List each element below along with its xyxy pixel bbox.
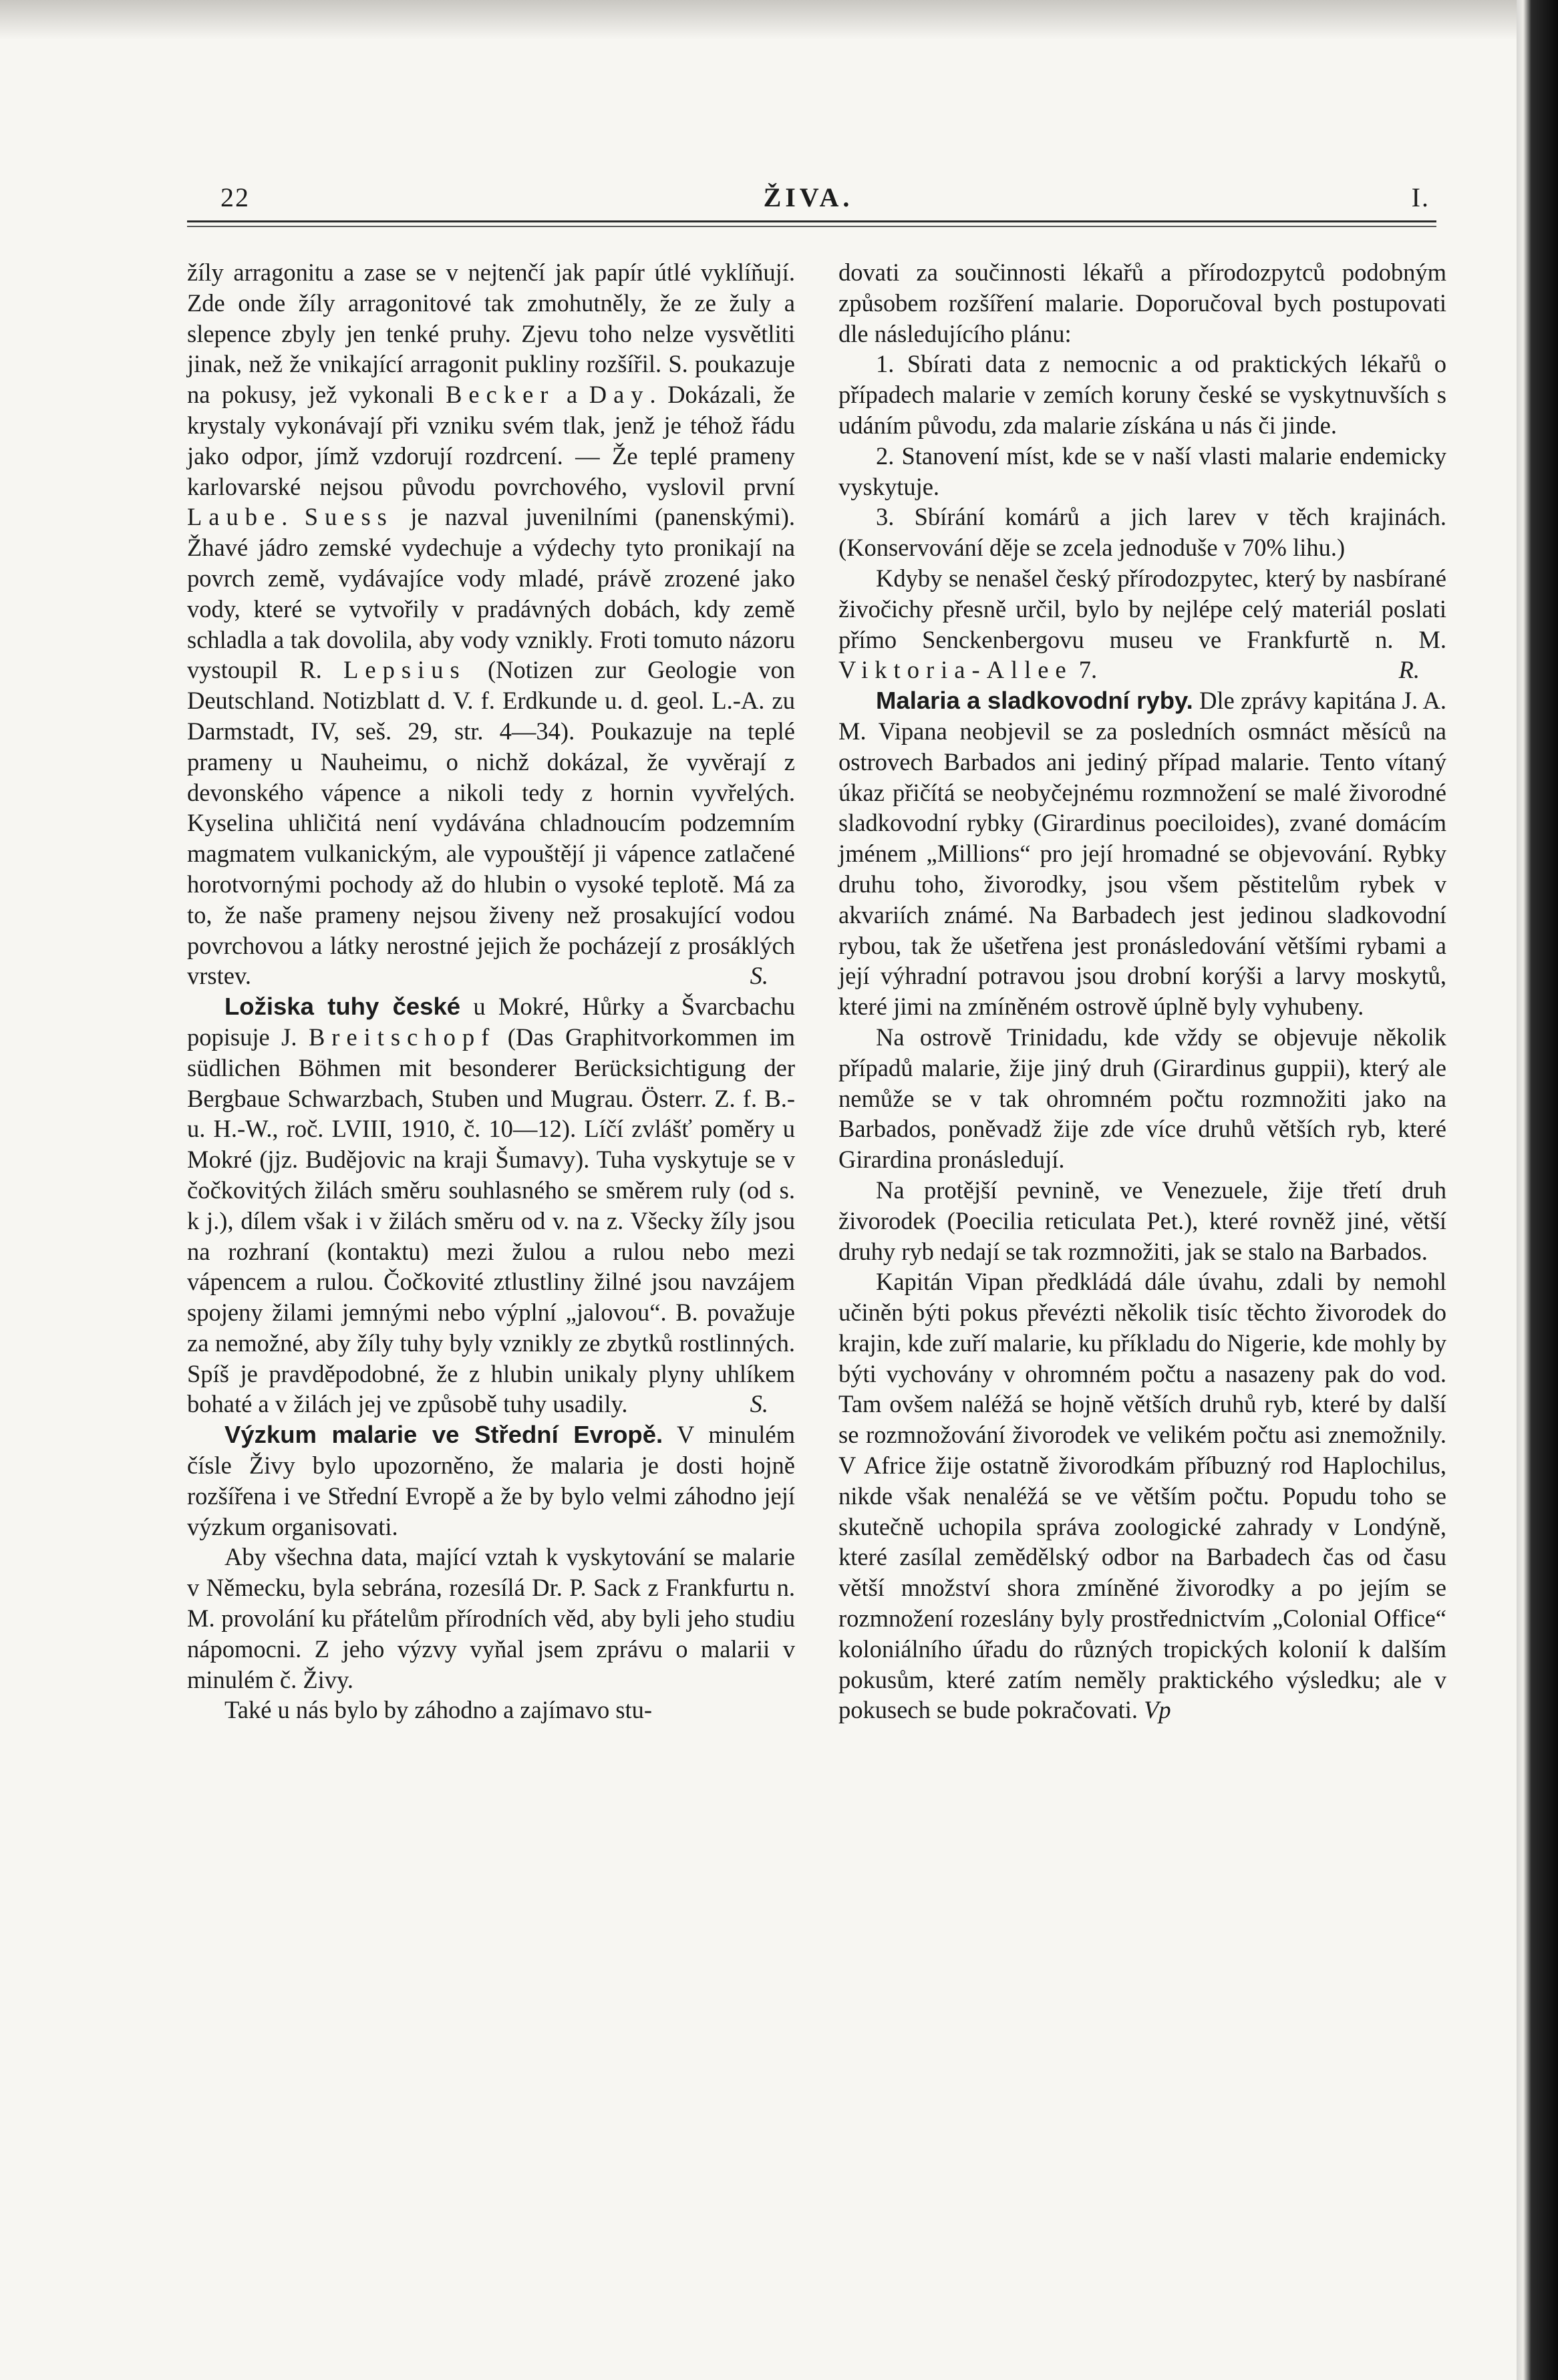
list-item: 1. Sbírati data z nemocnic a od praktických lékařů o případech malarie v zemích koruny české se vyskytnuvších s udáním původu, zda malarie získána u nás či jinde.	[838, 350, 1446, 439]
author-name: Suess	[304, 503, 394, 531]
text-run: a	[555, 381, 589, 409]
page-top-shadow	[0, 0, 1517, 40]
text-run: Kapitán Vipan předkládá dále úvahu, zdali by nemohl učiněn býti pokus převézti několik tisíc těchto živorodek do krajin, kde zuří malarie, ku příkladu do Nigerie, kde mohly by býti vychovány v ohromném počtu a nasazeny pak do vod. Tam ovšem naléžá se hojně větších druhů ryb, které by další se rozmnožování živorodek ve velikém počtu asi znemožnily. V Africe žije ostatně živorodkám příbuzný rod Haplochilus, nikde však nenaléžá se ve větším počtu. Popudu toho se skutečně uchopila správa zoologické zahrady v Londýně, které zasílal zemědělský odbor na Barbadech čas od času větší množství shora zmíněné živorodky a po jejím se rozmnožení rozeslány byly prostřednictvím „Colonial Office“ koloniálního úřadu do různých tropických kolonií k dalším pokusům, které zatím neměly praktického výsledku; ale v pokusech se bude pokračovati.	[838, 1268, 1446, 1724]
author-signature: R.	[1398, 656, 1420, 684]
right-column	[838, 257, 1446, 2261]
text-run: (Notizen zur Geologie von Deutschland. Notizblatt d. V. f. Erdkunde u. d. geol. L.-A. zu Darmstadt, IV, seš. 29, str. 4—34). Poukazuje na teplé prameny u Nauheimu, o nichž dokázal, že vyvěrají z devonského vápence a nikoli tedy z hornin vyvřelých. Kyselina uhličitá není vydávána chladnoucím podzemním magmatem vulkanickým, ale vypouštějí ji vápence zatlačené horotvornými pochody až do hlubin o vysoké teplotě. Má za to, že naše prameny nejsou živeny než prosakující vodou povrchovou a látky nerostné jejich že pocházejí z prosáklých vrstev.	[187, 656, 795, 990]
author-name: Day	[589, 381, 650, 409]
text-run: (Das Graphitvorkommen im südlichen Böhmen mit besonderer Berücksichtigung der Bergbaue Schwarzbach, Stuben und Mugrau. Österr. Z. f. B.- u. H.-W., roč. LVIII, 1910, č. 10—12). Líčí zvlášť poměry u Mokré (jjz. Budějovic na kraji Šumavy). Tuha vyskytuje se v čočkovitých žilách směru souhlasného se směrem ruly (od s. k j.), dílem však i v žilách směru od v. na z. Všecky žíly jsou na rozhraní (kontaktu) mezi žulou a rulou nebo mezi vápencem a rulou. Čočkovité ztlustliny žilné jsou navzájem spojeny žilami jemnými nebo výplní „jalovou“. B. považuje za nemožné, aby žíly tuhy byly vznikly ze zbytků rostlinných. Spíš je pravděpodobné, že z hlubin unikaly plyny uhlíkem bohaté a v žilách jej ve způsobě tuhy usadily.	[187, 1023, 795, 1418]
author-signature: S.	[750, 962, 768, 990]
text-run: je nazval juvenilními (panenskými). Žhavé jádro zemské vydechuje a výdechy tyto pronikají na povrch země, vydávajíce vody mladé, právě zrozené jako vody, které se vytvořily v pradávných dobách, kdy země schladla a tak dovolila, aby vody vznikly. Froti tomuto názoru vystoupil R.	[187, 503, 795, 684]
paragraph: Také u nás bylo by záhodno a zajímavo stu-	[224, 1696, 653, 1724]
article-hot-springs	[187, 257, 795, 991]
street-name: Viktoria-Allee	[838, 656, 1073, 684]
paragraph: dovati za součinnosti lékařů a přírodozpytců podobným způsobem rozšíření malarie. Doporučoval bych postupovati dle následujícího plánu:	[838, 259, 1446, 347]
left-column	[187, 257, 795, 2261]
article-malaria-fish	[838, 685, 1446, 1022]
paragraph: Na ostrově Trinidadu, kde vždy se objevuje několik případů malarie, žije jiný druh (Girardinus guppii), který ale nemůže se v tak ohromném počtu rozmnožiti jako na Barbados, poněvadž žije zde více druhů větších ryb, které Girardina pronásledují.	[838, 1023, 1446, 1174]
paragraph	[838, 1266, 1446, 1725]
journal-title: ŽIVA.	[763, 182, 854, 212]
text-run: 7.	[1072, 656, 1098, 684]
paragraph	[838, 563, 1446, 685]
section-heading: Ložiska tuhy české	[224, 993, 461, 1021]
header-rule	[187, 220, 1436, 227]
author-name: Becker	[446, 381, 555, 409]
text-run: Vp	[1144, 1696, 1171, 1724]
text-run: .	[281, 503, 305, 531]
author-name: Lepsius	[343, 656, 466, 684]
article-graphite-deposits	[187, 991, 795, 1419]
text-run: V minulém čísle Živy bylo upozorněno, že malaria je dosti hojně rozšířena i ve Střední Evropě a že by bylo velmi záhodno její výzkum organisovati.	[187, 1421, 795, 1540]
text-run: Dle zprávy kapitána J. A. M. Vipana neobjevil se za posledních osmnáct měsíců na ostrovech Barbados ani jediný případ malarie. Tento vítaný úkaz přičítá se neobyčejnému rozmnožení se malé živorodné sladkovodní rybky (Girardinus poecilоides), zvané domácím jménem „Millions“ pro její hromadné se objevování. Rybky druhu toho, živorodky, jsou všem pěstitelům rybek v akvariích známé. Na Barbadech jest jedinou sladkovodní rybou, tak že ušetřena jest pronásledování většími rybami a její výhradní potravou jsou drobní korýši a larvy moskytů, které jimi na zmíněném ostrově úplně byly vyhubeny.	[838, 687, 1446, 1021]
text-run: u Mokré, Hůrky a Švarcbachu popisuje J.	[187, 993, 796, 1051]
page-number: 22	[220, 182, 250, 212]
running-header	[187, 175, 1436, 215]
scan-edge	[1517, 0, 1558, 2380]
list-item: 3. Sbírání komárů a jich larev v těch krajinách. (Konservování děje se zcela jednoduše v 70% lihu.)	[838, 503, 1446, 562]
text-run: Kdyby se nenašel český přírodozpytec, který by nasbírané živočichy přesně určil, bylo by nejlépe celý materiál poslati přímo Senckenbergovu museu ve Frankfurtě n. M.	[838, 564, 1446, 653]
section-heading: Malaria a sladkovodní ryby.	[876, 687, 1193, 715]
paragraph: Na protější pevnině, ve Venezuele, žije třetí druh živorodek (Poecilia reticulata Pet.), které rovněž jiné, větší druhy ryb nedají se tak rozmnožiti, jak se stalo na Barbados.	[838, 1176, 1446, 1265]
paragraph: Aby všechna data, mající vztah k vyskytování se malarie v Německu, byla sebrána, rozesílá Dr. P. Sack z Frankfurtu n. M. provolání ku přátelům přírodních věd, aby byli jeho studiu nápomocni. Z jeho výzvy vyňal jsem zprávu o malarii v minulém č. Živy.	[187, 1543, 795, 1693]
author-name: Laube	[187, 503, 282, 531]
list-item: 2. Stanovení míst, kde se v naší vlasti malarie endemicky vyskytuje.	[838, 442, 1446, 500]
text-run: žíly arragonitu a zase se v nejtenčí jak papír útlé vyklíňují. Zde onde žíly arragonitové tak zmohutněly, že ze žuly a slepence zbyly jen tenké pruhy. Zjevu toho nelze vysvětliti jinak, než že vnikající arragonit pukliny rozšířil. S. poukazuje na pokusy, jež vykonali	[187, 259, 795, 409]
article-malaria-research	[187, 1419, 795, 1542]
text-run: . Dokázali, že krystaly vykonávají při vzniku svém tlak, jenž je téhož řádu jako odpor, jímž vzdorují rozdrcení. — Že teplé prameny karlovarské nejsou původu povrchového, vyslovil první	[187, 381, 795, 500]
author-name: Breitschopf	[308, 1023, 496, 1051]
section-heading: Výzkum malarie ve Střední Evropě.	[224, 1421, 663, 1449]
volume-number: I.	[1411, 182, 1430, 212]
author-signature: S.	[750, 1390, 768, 1418]
